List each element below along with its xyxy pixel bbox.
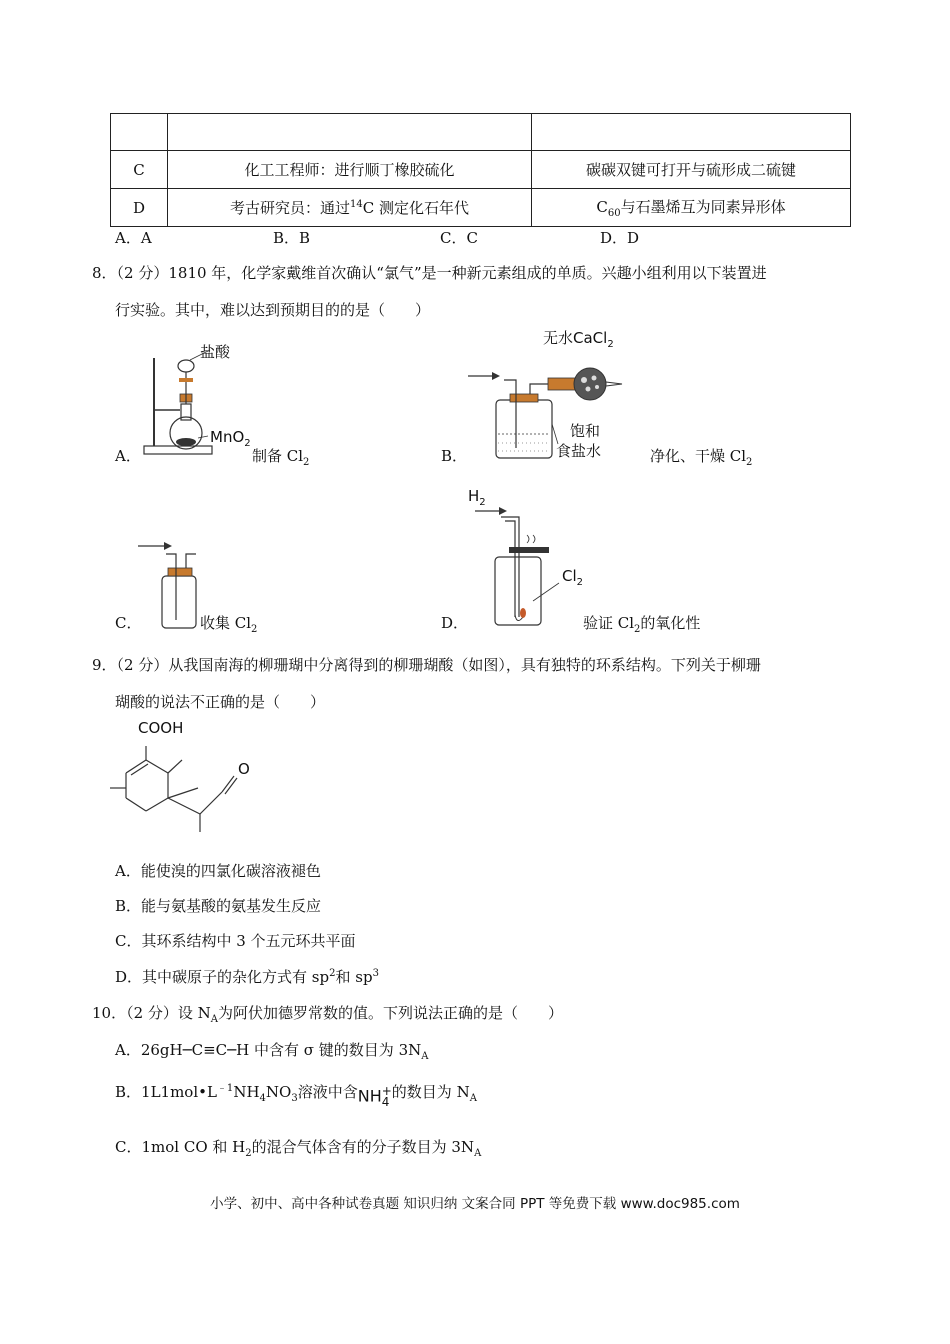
label-o: O	[238, 760, 250, 778]
table-cell: C	[111, 151, 168, 189]
apparatus-d-figure	[475, 505, 575, 630]
ammonium-ion: NH + 4	[357, 1083, 392, 1109]
choice-b[interactable]: B．B	[273, 229, 311, 247]
q8-option-b-caption: 净化、干燥 $Cl_2$	[650, 447, 753, 468]
q10-option-b[interactable]: B．$1L1mol•L^{﹣1}NH_4NO_3$溶液中含NH + 4 的数目为 $N_A$	[115, 1083, 477, 1109]
table-cell: 化工工程师：进行顺丁橡胶硫化	[168, 151, 532, 189]
label-cl2: $Cl_2$	[562, 567, 584, 588]
label-cacl2: 无水CaCl$_2$	[543, 329, 614, 350]
q8-option-d-caption: 验证 $Cl_2$的氧化性	[583, 614, 701, 635]
q8-stem-line2: 行实验。其中，难以达到预期目的的是（ ）	[115, 301, 431, 319]
table-cell: 碳碳双键可打开与硫形成二硫键	[532, 151, 851, 189]
table-row	[111, 114, 851, 151]
label-brine: 食盐水	[556, 442, 602, 460]
label-saturated: 饱和	[570, 422, 601, 440]
q10-option-a[interactable]: A．26gH─C≡C─H 中含有 σ 键的数目为 $3N_A$	[115, 1041, 429, 1062]
q10-option-c[interactable]: C．1mol CO 和 $H_2$的混合气体含有的分子数目为 $3N_A$	[115, 1138, 482, 1159]
q8-option-c-caption: 收集 $Cl_2$	[200, 614, 258, 635]
label-mno2: MnO$_2$	[210, 428, 251, 449]
q9-option-d[interactable]: D．其中碳原子的杂化方式有 $sp^2$和 $sp^3$	[115, 968, 379, 986]
q9-option-b[interactable]: B．能与氨基酸的氨基发生反应	[115, 897, 322, 915]
q7-table	[110, 113, 851, 227]
label-hcl: 盐酸	[200, 343, 231, 361]
apparatus-c-figure	[138, 540, 208, 630]
table-cell: 考古研究员：通过$^{14}$C 测定化石年代	[168, 189, 532, 227]
coral-acid-structure	[110, 718, 270, 843]
table-cell	[111, 114, 168, 151]
table-cell: D	[111, 189, 168, 227]
table-cell	[532, 114, 851, 151]
q9-option-c[interactable]: C．其环系结构中 3 个五元环共平面	[115, 932, 356, 950]
label-cooh: COOH	[138, 719, 184, 737]
q8-option-a-caption: 制备 $Cl_2$	[252, 447, 310, 468]
table-cell	[168, 114, 532, 151]
q10-stem: 10．（2 分）设 $N_A$为阿伏加德罗常数的值。下列说法正确的是（ ）	[92, 1004, 564, 1025]
table-cell: $C_{60}$与石墨烯互为同素异形体	[532, 189, 851, 227]
label-h2: $H_2$	[468, 487, 486, 508]
table-row	[111, 189, 851, 227]
q8-option-b-letter[interactable]: B．	[441, 447, 468, 465]
q9-option-a[interactable]: A．能使溴的四氯化碳溶液褪色	[115, 862, 321, 880]
page-footer: 小学、初中、高中各种试卷真题 知识归纳 文案合同 PPT 等免费下载 www.doc985.com	[210, 1196, 740, 1212]
q8-option-d-letter[interactable]: D．	[441, 614, 469, 632]
q9-stem-line1: 9．（2 分）从我国南海的柳珊瑚中分离得到的柳珊瑚酸（如图），具有独特的环系结构。下列关于柳珊	[92, 656, 761, 674]
q8-stem-line1: 8．（2 分）1810 年，化学家戴维首次确认“氯气”是一种新元素组成的单质。兴趣小组利用以下装置进	[92, 264, 767, 282]
q8-option-a-letter[interactable]: A．	[115, 447, 141, 465]
q9-stem-line2: 瑚酸的说法不正确的是（ ）	[115, 693, 326, 711]
table-row	[111, 151, 851, 189]
choice-a[interactable]: A．A	[115, 229, 152, 247]
q8-option-c-letter[interactable]: C．	[115, 614, 142, 632]
choice-c[interactable]: C．C	[440, 229, 478, 247]
apparatus-b-figure	[468, 358, 628, 463]
choice-d[interactable]: D．D	[600, 229, 640, 247]
